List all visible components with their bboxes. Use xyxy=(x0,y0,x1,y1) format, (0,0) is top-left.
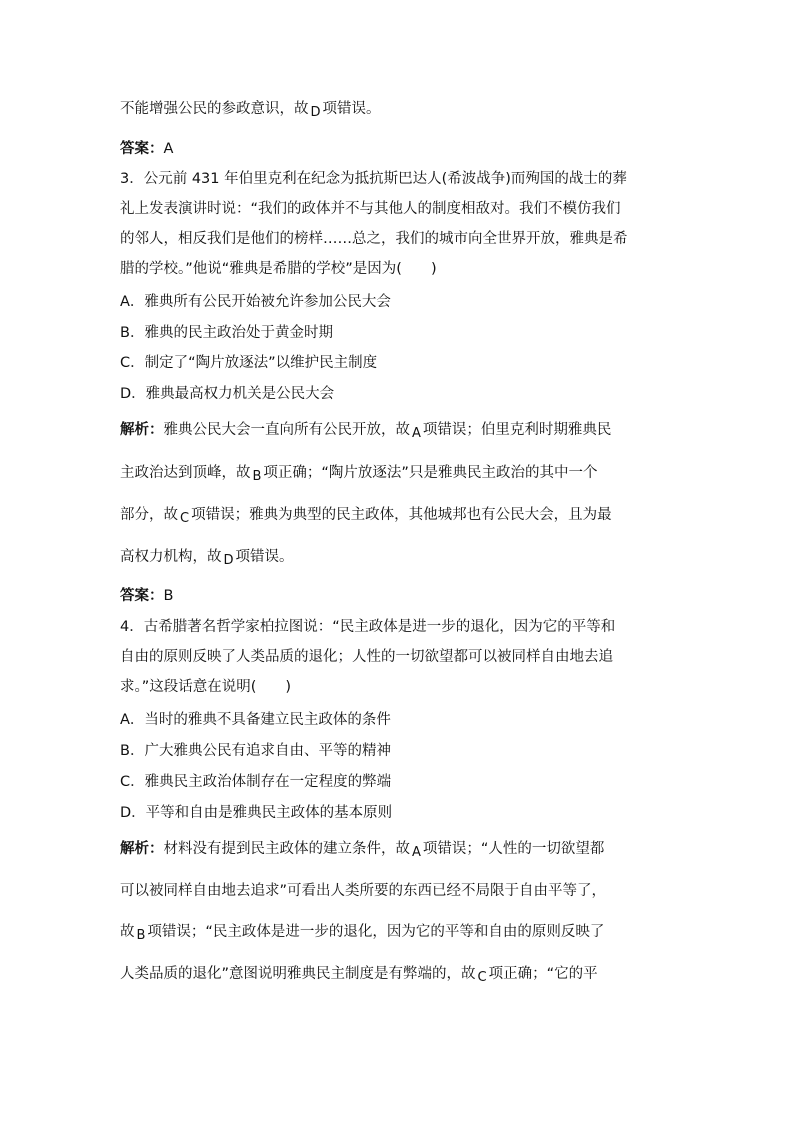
text: 项错误。 xyxy=(322,101,381,117)
q4-option-c: C．雅典民主政治体制存在一定程度的弊端 xyxy=(120,774,392,790)
text: 不能增强公民的参政意识，故 xyxy=(120,101,309,117)
text: 部分，故 xyxy=(120,507,178,523)
option-letter: C xyxy=(477,970,487,985)
q3-explanation-line-4 xyxy=(120,547,680,568)
q4-stem-line-1: 4．古希腊著名哲学家柏拉图说：“民主政体是进一步的退化，因为它的平等和 xyxy=(120,619,616,635)
text: 项错误；雅典为典型的民主政体，其他城邦也有公民大会，且为最 xyxy=(191,507,612,523)
q3-answer xyxy=(120,586,680,606)
q4-explanation-line-4 xyxy=(120,964,680,985)
option-letter: C xyxy=(180,511,190,526)
q3-option-c: C．制定了“陶片放逐法”以维护民主制度 xyxy=(120,355,378,371)
q3-stem-line-2: 礼上发表演讲时说：“我们的政体并不与其他人的制度相敌对。我们不模仿我们 xyxy=(120,201,621,217)
text: 项错误；“民主政体是进一步的退化，因为它的平等和自由的原则反映了 xyxy=(147,924,605,940)
option-letter: B xyxy=(252,469,262,484)
q3-option-d: D．雅典最高权力机关是公民大会 xyxy=(120,386,335,402)
text: 项错误；“人性的一切欲望都 xyxy=(422,841,605,857)
q4-stem-line-3: 求。”这段话意在说明( ) xyxy=(120,679,292,695)
answer-label: 答案： xyxy=(120,141,164,157)
option-letter: D xyxy=(223,553,234,568)
q4-option-a: A．当时的雅典不具备建立民主政体的条件 xyxy=(120,712,391,728)
text: 项错误；伯里克利时期雅典民 xyxy=(422,422,612,438)
answer-value: A xyxy=(163,141,174,157)
text: 高权力机构，故 xyxy=(120,549,222,565)
q4-option-b: B．广大雅典公民有追求自由、平等的精神 xyxy=(120,743,391,759)
text: 主政治达到顶峰，故 xyxy=(120,465,251,481)
q3-stem-line-3: 的邻人，相反我们是他们的榜样……总之，我们的城市向全世界开放，雅典是希 xyxy=(120,231,628,247)
text: 项错误。 xyxy=(235,549,294,565)
q4-explanation-line-2: 可以被同样自由地去追求”可看出人类所要的东西已经不局限于自由平等了， xyxy=(120,883,607,899)
answer-label: 答案： xyxy=(120,588,164,604)
option-letter: D xyxy=(310,105,321,120)
text: 人类品质的退化”意图说明雅典民主制度是有弊端的，故 xyxy=(120,966,476,982)
text: 故 xyxy=(120,924,135,940)
prev-explanation-end xyxy=(120,99,680,120)
option-letter: A xyxy=(412,426,421,441)
q3-explanation-line-3 xyxy=(120,505,680,526)
q4-stem-line-2: 自由的原则反映了人类品质的退化；人性的一切欲望都可以被同样自由地去追 xyxy=(120,649,613,665)
text: 雅典公民大会一直向所有公民开放，故 xyxy=(163,422,410,438)
q4-option-d: D．平等和自由是雅典民主政体的基本原则 xyxy=(120,805,393,821)
explanation-label: 解析： xyxy=(120,841,164,857)
answer-2 xyxy=(120,139,680,159)
text: 项正确；“陶片放逐法”只是雅典民主政治的其中一个 xyxy=(263,465,598,481)
option-letter: B xyxy=(136,928,146,943)
q4-explanation-line-3 xyxy=(120,922,680,943)
q3-explanation-line-1 xyxy=(120,420,680,441)
q3-option-b: B．雅典的民主政治处于黄金时期 xyxy=(120,325,333,341)
answer-value: B xyxy=(163,588,174,604)
option-letter: A xyxy=(412,845,421,860)
q3-stem-line-1: 3．公元前 431 年伯里克利在纪念为抵抗斯巴达人(希波战争)而殉国的战士的葬 xyxy=(120,171,627,187)
q3-stem-line-4: 腊的学校。”他说“雅典是希腊的学校”是因为( ) xyxy=(120,261,437,277)
text: 材料没有提到民主政体的建立条件，故 xyxy=(163,841,410,857)
explanation-label: 解析： xyxy=(120,422,164,438)
text: 项正确；“它的平 xyxy=(488,966,598,982)
q4-explanation-line-1 xyxy=(120,839,680,860)
q3-option-a: A．雅典所有公民开始被允许参加公民大会 xyxy=(120,294,391,310)
q3-explanation-line-2 xyxy=(120,463,680,484)
